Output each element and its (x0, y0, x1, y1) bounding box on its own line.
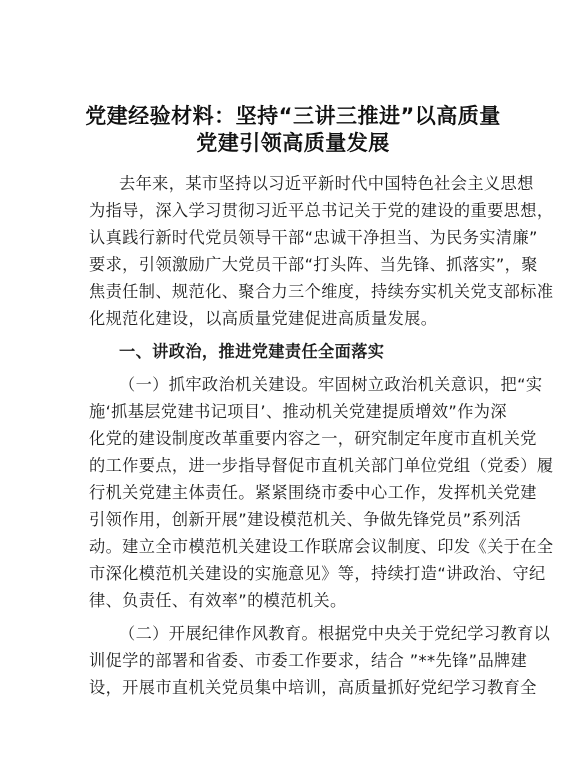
paragraph-line: 动。建立全市模范机关建设工作联席会议制度、印发《关于在全 (89, 537, 554, 556)
paragraph-line: 化党的建设制度改革重要内容之一，研究制定年度市直机关党 (89, 429, 537, 448)
paragraph-line: 训促学的部署和省委、市委工作要求，结合 ”**先锋”品牌建 (89, 651, 528, 670)
paragraph-line: 行机关党建主体责任。紧紧围绕市委中心工作，发挥机关党建 (89, 483, 537, 502)
paragraph-line: 要求，引领激励广大党员干部“打头阵、当先锋、抓落实”，聚 (89, 255, 538, 274)
paragraph-line: 认真践行新时代党员领导干部“忠诚干净担当、为民务实清廉” (89, 228, 538, 247)
paragraph-line: 引领作用，创新开展”建设模范机关、争做先锋党员”系列活 (89, 510, 522, 529)
paragraph-line: （二）开展纪律作风教育。根据党中央关于党纪学习教育以 (119, 624, 551, 643)
paragraph-line: 为指导，深入学习贯彻习近平总书记关于党的建设的重要思想， (89, 201, 554, 220)
paragraph-line: 去年来，某市坚持以习近平新时代中国特色社会主义思想 (119, 174, 534, 193)
section-heading: 一、讲政治，推进党建责任全面落实 (119, 342, 385, 361)
document-title-line-1: 党建经验材料：坚持“三讲三推进”以高质量 (85, 104, 501, 128)
paragraph-line: 化规范化建设，以高质量党建促进高质量发展。 (89, 309, 438, 328)
paragraph-line: 的工作要点，进一步指导督促市直机关部门单位党组（党委）履 (89, 456, 554, 475)
paragraph-line: 律、负责任、有效率”的模范机关。 (89, 591, 347, 610)
paragraph-line: 焦责任制、规范化、聚合力三个维度，持续夯实机关党支部标准 (89, 282, 554, 301)
paragraph-line: 市深化模范机关建设的实施意见》等，持续打造“讲政治、守纪 (89, 564, 546, 583)
paragraph-line: （一）抓牢政治机关建设。牢固树立政治机关意识，把“实 (119, 375, 543, 394)
paragraph-line: 施‘抓基层党建书记项目’、推动机关党建提质增效”作为深 (89, 402, 507, 421)
paragraph-line: 设，开展市直机关党员集中培训，高质量抓好党纪学习教育全 (89, 678, 537, 697)
document-title-line-2: 党建引领高质量发展 (196, 131, 390, 155)
